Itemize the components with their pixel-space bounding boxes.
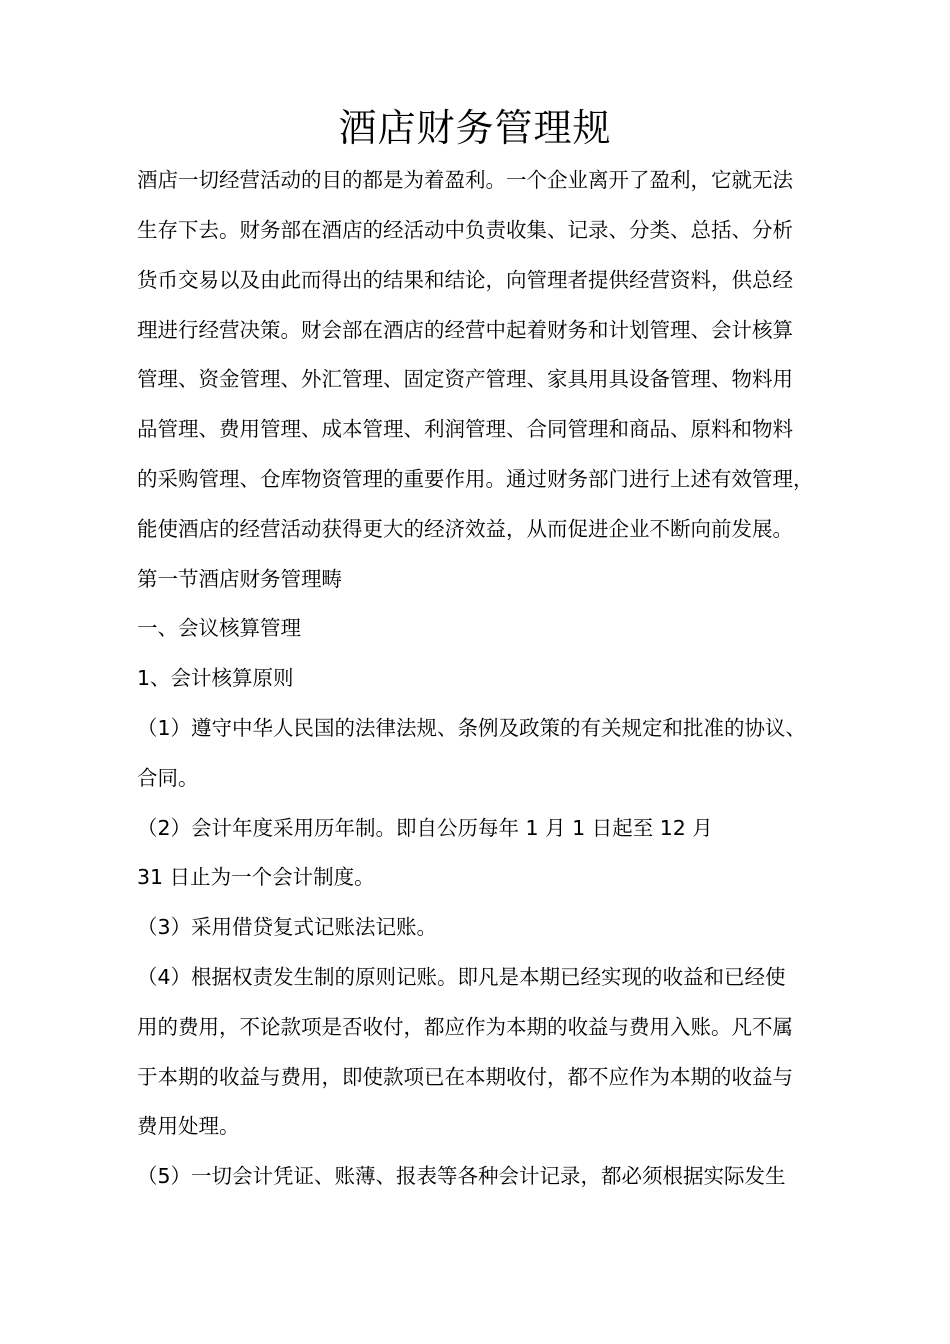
section-heading: 第一节酒店财务管理畴	[137, 567, 342, 591]
body-line: 生存下去。财务部在酒店的经活动中负责收集、记录、分类、总括、分析	[137, 218, 793, 242]
body-line: （4）根据权责发生制的原则记账。即凡是本期已经实现的收益和已经使	[137, 965, 786, 989]
body-line: （1）遵守中华人民国的法律法规、条例及政策的有关规定和批准的协议、	[137, 716, 807, 740]
body-line: 管理、资金管理、外汇管理、固定资产管理、家具用具设备管理、物料用	[137, 367, 793, 391]
body-line: 用的费用，不论款项是否收付，都应作为本期的收益与费用入账。凡不属	[137, 1015, 793, 1039]
body-line: 理进行经营决策。财会部在酒店的经营中起着财务和计划管理、会计核算	[137, 318, 793, 342]
body-line: 合同。	[137, 766, 199, 790]
body-line: （3）采用借贷复式记账法记账。	[137, 915, 438, 939]
body-line: 酒店一切经营活动的目的都是为着盈利。一个企业离开了盈利，它就无法	[137, 168, 793, 192]
body-line: （5）一切会计凭证、账薄、报表等各种会计记录，都必须根据实际发生	[137, 1164, 786, 1188]
item-heading: 1、会计核算原则	[137, 666, 294, 690]
body-line: 31 日止为一个会计制度。	[137, 865, 375, 889]
body-line: 货币交易以及由此而得出的结果和结论，向管理者提供经营资料，供总经	[137, 268, 793, 292]
subsection-heading: 一、会议核算管理	[137, 616, 301, 640]
body-line: 的采购管理、仓库物资管理的重要作用。通过财务部门进行上述有效管理，	[137, 467, 814, 491]
body-line: 于本期的收益与费用，即使款项已在本期收付，都不应作为本期的收益与	[137, 1065, 793, 1089]
body-line: 品管理、费用管理、成本管理、利润管理、合同管理和商品、原料和物料	[137, 417, 793, 441]
body-line: （2）会计年度采用历年制。即自公历每年 1 月 1 日起至 12 月	[137, 816, 713, 840]
document-title: 酒店财务管理规	[338, 106, 612, 150]
body-line: 费用处理。	[137, 1114, 240, 1138]
body-line: 能使酒店的经营活动获得更大的经济效益，从而促进企业不断向前发展。	[137, 517, 793, 541]
